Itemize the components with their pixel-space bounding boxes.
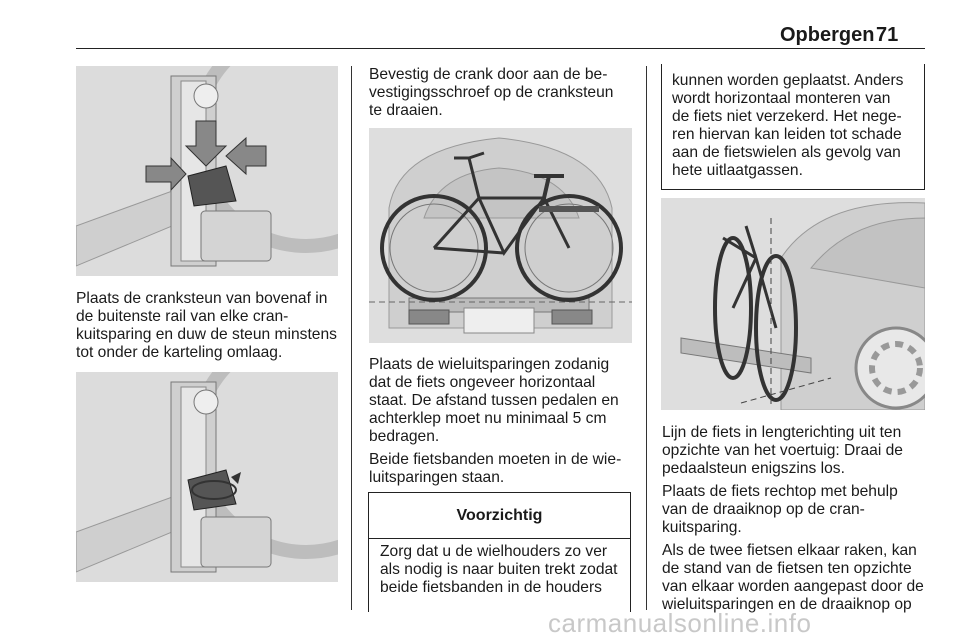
- caution-heading: Voorzichtig: [369, 493, 630, 539]
- bike-on-carrier-rear-illustration: [369, 128, 632, 343]
- text-line: luitsparingen staan.: [369, 469, 505, 486]
- text-line: kuitsparing en duw de steun minstens: [76, 326, 337, 343]
- text-line: Zorg dat u de wielhouders zo ver: [380, 543, 608, 560]
- crank-fastening-drawing: [76, 372, 338, 582]
- caution-box-continued: [661, 64, 925, 190]
- text-line: ren hiervan kan leiden tot schade: [672, 126, 902, 143]
- bike-rear-view-drawing: [369, 128, 632, 343]
- text-line: bedragen.: [369, 428, 440, 445]
- text-line: Lijn de fiets in lengterichting uit ten: [662, 424, 902, 441]
- text-line: hete uitlaatgassen.: [672, 162, 803, 179]
- text-line: Bevestig de crank door aan de be-: [369, 66, 608, 83]
- text-line: de buitenste rail van elke cran-: [76, 308, 289, 325]
- caution-continued-text: [672, 72, 903, 180]
- text-line: opzichte van het voertuig: Draai de: [662, 442, 903, 459]
- text-line: kunnen worden geplaatst. Anders: [672, 72, 904, 89]
- caution-box: [368, 492, 631, 612]
- text-line: tot onder de karteling omlaag.: [76, 344, 283, 361]
- middle-paragraph-1: [369, 66, 613, 120]
- text-line: wieluitsparingen en de draaiknop op: [662, 596, 912, 613]
- text-line: Plaats de cranksteun van bovenaf in: [76, 290, 328, 307]
- text-line: van elkaar worden aangepast door de: [662, 578, 924, 595]
- text-line: dat de fiets ongeveer horizontaal: [369, 374, 596, 391]
- text-line: vestigingsschroef op de cranksteun: [369, 84, 614, 101]
- page-title: Opbergen: [780, 24, 875, 46]
- middle-paragraph-2: [369, 356, 619, 446]
- caution-text: [380, 543, 618, 597]
- right-paragraph-3: [662, 542, 924, 614]
- crank-support-illustration-2: [76, 372, 338, 582]
- watermark-text: carmanualsonline.info: [548, 608, 812, 638]
- text-line: Plaats de fiets rechtop met behulp: [662, 483, 898, 500]
- bike-side-view-drawing: [661, 198, 925, 410]
- column-divider-1: [351, 66, 352, 610]
- crank-support-illustration-1: [76, 66, 338, 276]
- text-line: staat. De afstand tussen pedalen en: [369, 392, 619, 409]
- text-line: de stand van de fietsen ten opzichte: [662, 560, 912, 577]
- text-line: aan de fietswielen als gevolg van: [672, 144, 901, 161]
- text-line: Beide fietsbanden moeten in de wie-: [369, 451, 622, 468]
- text-line: te draaien.: [369, 102, 443, 119]
- text-line: kuitsparing.: [662, 519, 742, 536]
- bike-alignment-side-illustration: [661, 198, 925, 410]
- text-line: als nodig is naar buiten trekt zodat: [380, 561, 618, 578]
- left-paragraph: [76, 290, 337, 362]
- column-divider-2: [646, 66, 647, 610]
- right-paragraph-1: [662, 424, 903, 478]
- text-line: Plaats de wieluitsparingen zodanig: [369, 356, 610, 373]
- text-line: achterklep moet nu minimaal 5 cm: [369, 410, 607, 427]
- header-divider: [76, 48, 925, 49]
- text-line: van de draaiknop op de cran-: [662, 501, 865, 518]
- crank-support-drawing: [76, 66, 338, 276]
- text-line: beide fietsbanden in de houders: [380, 579, 602, 596]
- page-number: 71: [876, 24, 899, 46]
- middle-paragraph-3: [369, 451, 621, 487]
- text-line: pedaalsteun enigszins los.: [662, 460, 845, 477]
- text-line: Als de twee fietsen elkaar raken, kan: [662, 542, 917, 559]
- text-line: de fiets niet verzekerd. Het nege-: [672, 108, 902, 125]
- text-line: wordt horizontaal monteren van: [672, 90, 891, 107]
- right-paragraph-2: [662, 483, 898, 537]
